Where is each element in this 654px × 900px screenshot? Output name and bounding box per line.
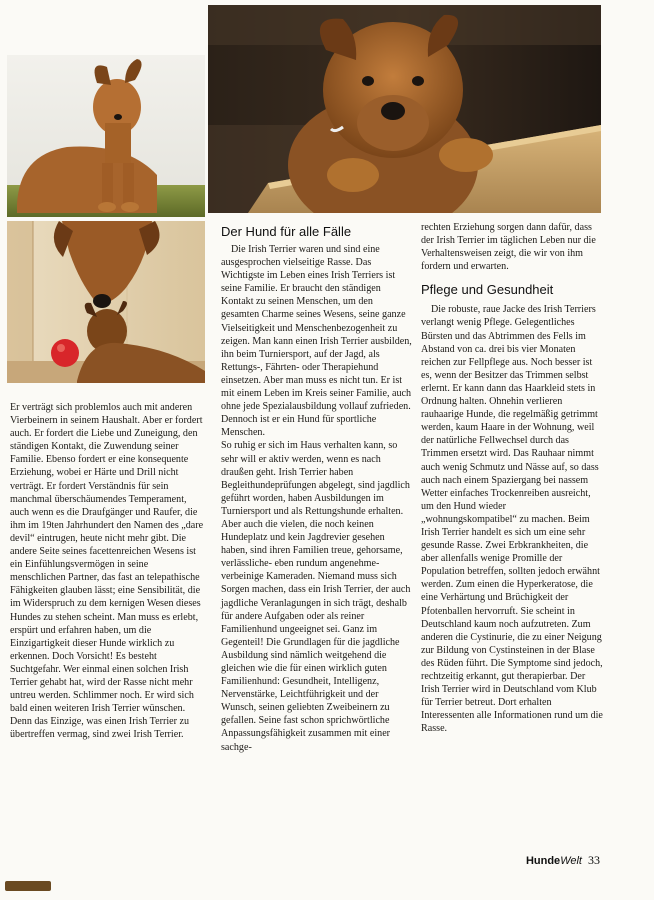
puppy-photo-graphic <box>208 5 601 213</box>
magazine-brand-part2: Welt <box>560 855 582 867</box>
terrier-puppy-graphic <box>7 221 205 383</box>
right-paragraph-1: Die robuste, raue Jacke des Irish Terriers verlangt wenig Pflege. Gelegentliches Bürsten und das Abtrimmen des Fells im Abstand von ca. drei bis vier Monaten reichen zur Fellpflege aus. Noch besser ist es, wenn der Besitzer das Trimmen selbst erlernt. Er kann dann das Haarkleid stets in Ordnung halten. Ohnehin verlieren rauhaarige Hunde, die regelmäßig getrimmt werden, kaum Haare in der Wohnung, weil der natürliche Fellwechsel durch das Trimmen ersetzt wird. Das Rauhaar nimmt auch wenig Schmutz und Nässe auf, so dass auch nach einem Spaziergang bei nassem Wetter einfaches Trockenreiben ausreicht, um den Hund wieder „wohnungskompatibel“ zu machen. Beim Irish Terrier handelt es sich um eine sehr gesunde Rasse. Zwei Erbkrankheiten, die aber allenfalls wenige Promille der Population betreffen, sollten jedoch erwähnt werden. Zum einen die Hyperkeratose, die eine Verhärtung und Brüchigkeit der Pfotenballen hervorruft. Sie scheint in Deutschland kaum noch aufzutreten. Zum anderen die Cystinurie, die zu einer Neigung zur Bildung von Cystinsteinen in der Blase des Rüden führt. Die Symptome sind jedoch, rechtzeitig erkannt, gut therapierbar. Der Irish Terrier wird in Deutschland vom Klub für Terrier betreut. Dort erhalten Interessenten alle Informationen rund um die Rasse. <box>421 304 603 735</box>
corner-stamp-logo <box>5 881 51 891</box>
terrier-grass-graphic <box>7 55 205 217</box>
magazine-brand-part1: Hunde <box>525 855 561 867</box>
left-column <box>10 401 205 741</box>
middle-paragraph-1: Die Irish Terrier waren und sind eine ausgesprochen vielseitige Rasse. Das Wichtigste im Leben eines Irish Terriers ist seine Familie. Er braucht den ständigen Kontakt zu seinen Menschen, um den gesamten Charme seines Wesens, seine ganze Vielseitigkeit und Menschenbezogenheit zu zeigen. Man kann einen Irish Terrier ausbilden, ihn beim Turniersport, auf der Jagd, als Rettungs-, Fährten- oder Therapiehund einsetzen. Aber man muss es nicht tun. Er ist mit einem Leben im Kreis seiner Familie, auch ohne jede Spezialausbildung vollauf zufrieden. Dennoch ist er ein Hund für sportliche Menschen. <box>221 244 412 439</box>
page-number: 33 <box>588 853 600 867</box>
photo-puppy-on-board <box>208 5 601 213</box>
middle-column <box>221 224 413 754</box>
photo-terrier-on-grass <box>7 55 205 217</box>
middle-paragraph-2: So ruhig er sich im Haus verhalten kann, so sehr will er aktiv werden, wenn es nach draußen geht. Irish Terrier haben Begleithundeprüfungen abgelegt, sind jagdlich geführt worden, haben Ausbildungen im Turniersport und als Rettungshunde erhalten. Aber auch die vielen, die noch keinen Hundeplatz und kein Jagdrevier gesehen haben, sind ihren Familien treue, gehorsame, verlässliche- eben rundum angenehme- verbeinige Kameraden. Niemand muss sich Sorgen machen, dass ein Irish Terrier, der auch jagdliche Veranlagungen in sich trägt, deshalb für andere Aufgaben oder als reiner Familienhund ungeeignet sei. Ganz im Gegenteil! Die Grundlagen für die jagdliche Ausbildung sind nämlich weitgehend die gleichen wie die für einen wirklich guten Familienhund: Gesundheit, Intelligenz, Nervenstärke, Leichtführigkeit und der Wunsch, seinen geliebten Zweibeinern zu gefallen. Seine fast schon sprichwörtliche Anpassungsfähigkeit zusammen mit einer sachge- <box>221 440 411 753</box>
section-heading-allrounder: Der Hund für alle Fälle <box>221 224 352 239</box>
section-heading-care: Pflege und Gesundheit <box>421 282 554 298</box>
photo-terrier-with-puppy <box>7 221 205 383</box>
right-column-continuation: rechten Erziehung sorgen dann dafür, dass der Irish Terrier im täglichen Leben nur die Verhaltensweisen zeigt, die wir von ihm fordern und erwarten. <box>421 222 596 273</box>
right-column <box>421 221 604 735</box>
left-column-text: Er verträgt sich problemlos auch mit anderen Vierbeinern in seinem Haushalt. Aber er fordert auch. Er fordert die Liebe und Zuneigung, den ständigen Kontakt, die Zuwendung seiner Familie. Ebenso fordert er eine konsequente Erziehung, wobei er Härte und Drill nicht verträgt. Er fordert Verständnis für sein manchmal überschäumendes Temperament, auch wenn es die Draufgänger und Raufer, die ihm im 19ten Jahrhundert den Namen des „dare devil“ eintrugen, heute nicht mehr gibt. Die andere Seite seines facettenreichen Wesens ist ein Einfühlungsvermögen in seine menschlichen Partner, das fast an telepathische Fähigkeiten glauben lässt; eine Sensibilität, die im Widerspruch zu dem kernigen Wesen dieses Hundes zu stehen scheint. Man muss es erlebt, erspürt und erfahren haben, um die Einzigartigkeit dieser Hunde wirklich zu erkennen. Doch Vorsicht! Es besteht Suchtgefahr. Wer einmal einen solchen Irish Terrier gehabt hat, wird der Rasse nicht mehr untreu werden. Schlimmer noch. Er wird sich bald einen weiteren Irish Terrier wünschen. Denn das Einzige, was einen Irish Terrier zu übertreffen vermag, sind zwei Irish Terrier. <box>10 402 204 741</box>
page-footer <box>526 853 600 868</box>
